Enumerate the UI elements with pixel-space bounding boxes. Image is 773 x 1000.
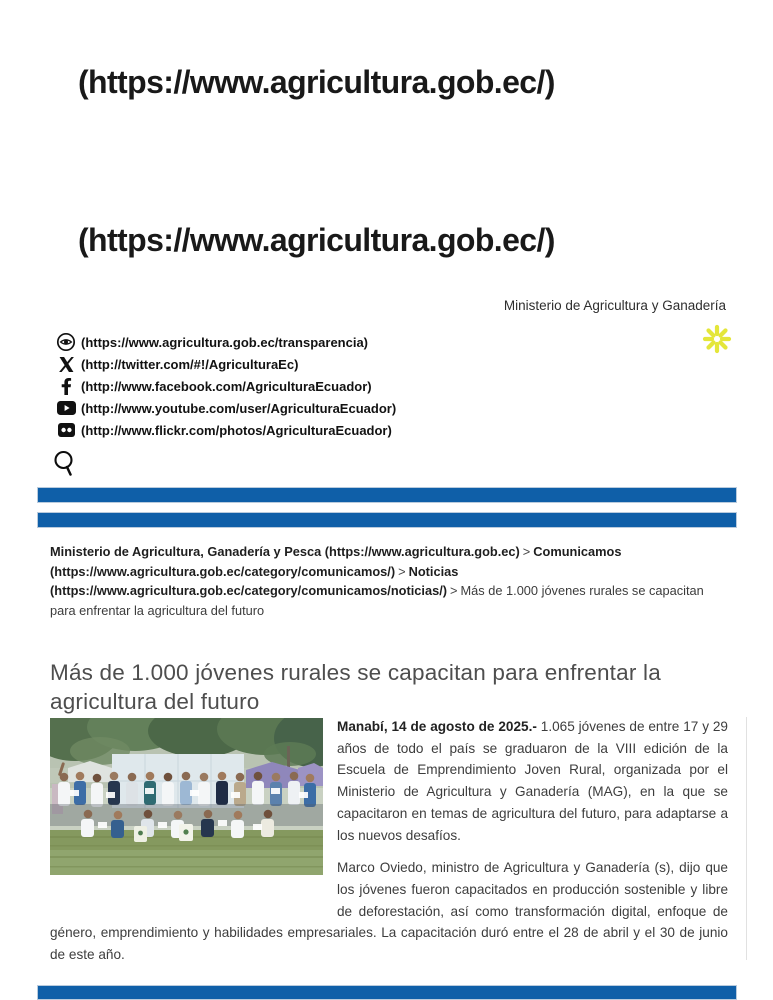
breadcrumb-separator: > — [450, 583, 458, 599]
transparency-link-label: (https://www.agricultura.gob.ec/transparencia) — [81, 334, 369, 350]
search-icon — [52, 449, 78, 479]
flickr-link[interactable] — [54, 419, 396, 441]
flickr-link-label: (http://www.flickr.com/photos/AgriculturaEcuador) — [81, 422, 392, 438]
article-dateline: Manabí, 14 de agosto de 2025.- — [337, 719, 537, 734]
youtube-link[interactable] — [54, 397, 396, 419]
ministry-name: Ministerio de Agricultura y Ganadería — [503, 298, 726, 313]
footer-bar — [37, 985, 737, 1000]
eye-transparency-icon — [54, 332, 78, 352]
search-button[interactable] — [52, 449, 78, 479]
facebook-link[interactable] — [54, 375, 396, 397]
site-home-link-1[interactable]: (https://www.agricultura.gob.ec/) — [78, 64, 555, 100]
breadcrumb-separator: > — [398, 563, 406, 579]
facebook-icon — [54, 378, 78, 395]
breadcrumb-current: Más de 1.000 jóvenes rurales se capacitan para enfrentar la agricultura del futuro — [50, 583, 704, 618]
article-title: Más de 1.000 jóvenes rurales se capacitan para enfrentar la agricultura del futuro — [50, 660, 661, 714]
breadcrumb-link-noticias[interactable]: Noticias (https://www.agricultura.gob.ec/category/comunicamos/noticias/) — [50, 563, 459, 599]
site-home-link-2[interactable]: (https://www.agricultura.gob.ec/) — [78, 222, 555, 258]
twitter-link-label: (http://twitter.com/#!/AgriculturaEc) — [81, 356, 299, 372]
article-paragraph-2: Marco Oviedo, ministro de Agricultura y Ganadería (s), dijo que los jóvenes fueron capacitados en producción sostenible y libre de deforestación, así como transformación digital, enfoque de género, emprendimiento y habilidades empresariales. La capacitación duró entre el 28 de abril y el 30 de junio de este año. — [50, 860, 728, 963]
facebook-link-label: (http://www.facebook.com/AgriculturaEcuador) — [81, 378, 372, 394]
transparency-link[interactable] — [54, 331, 396, 353]
article-paragraph-1-text: 1.065 jóvenes de entre 17 y 29 años de todo el país se graduaron de la VIII edición de la Escuela de Emprendimiento Joven Rural, organizada por el Ministerio de Agricultura y Ganadería (MAG), en la que se capacitaron en temas de agricultura del futuro, para adaptarse a los nuevos desafíos. — [337, 719, 728, 843]
right-rule-divider — [746, 717, 747, 960]
loading-spinner-icon — [701, 323, 733, 355]
article-body — [50, 716, 728, 977]
breadcrumb-link-comunicamos[interactable]: Comunicamos (https://www.agricultura.gob.ec/category/comunicamos/) — [50, 544, 622, 579]
youtube-icon — [54, 401, 78, 415]
x-twitter-icon — [54, 357, 78, 372]
breadcrumb — [50, 542, 718, 620]
top-divider-bar-2 — [37, 512, 737, 528]
top-divider-bar-1 — [37, 487, 737, 503]
social-links — [54, 331, 396, 441]
article-photo — [50, 718, 323, 875]
youtube-link-label: (http://www.youtube.com/user/AgriculturaEcuador) — [81, 400, 397, 416]
breadcrumb-separator: > — [522, 544, 531, 559]
breadcrumb-link-home[interactable]: Ministerio de Agricultura, Ganadería y Pesca (https://www.agricultura.gob.ec) — [50, 544, 520, 559]
flickr-icon — [54, 423, 78, 437]
twitter-link[interactable] — [54, 353, 396, 375]
